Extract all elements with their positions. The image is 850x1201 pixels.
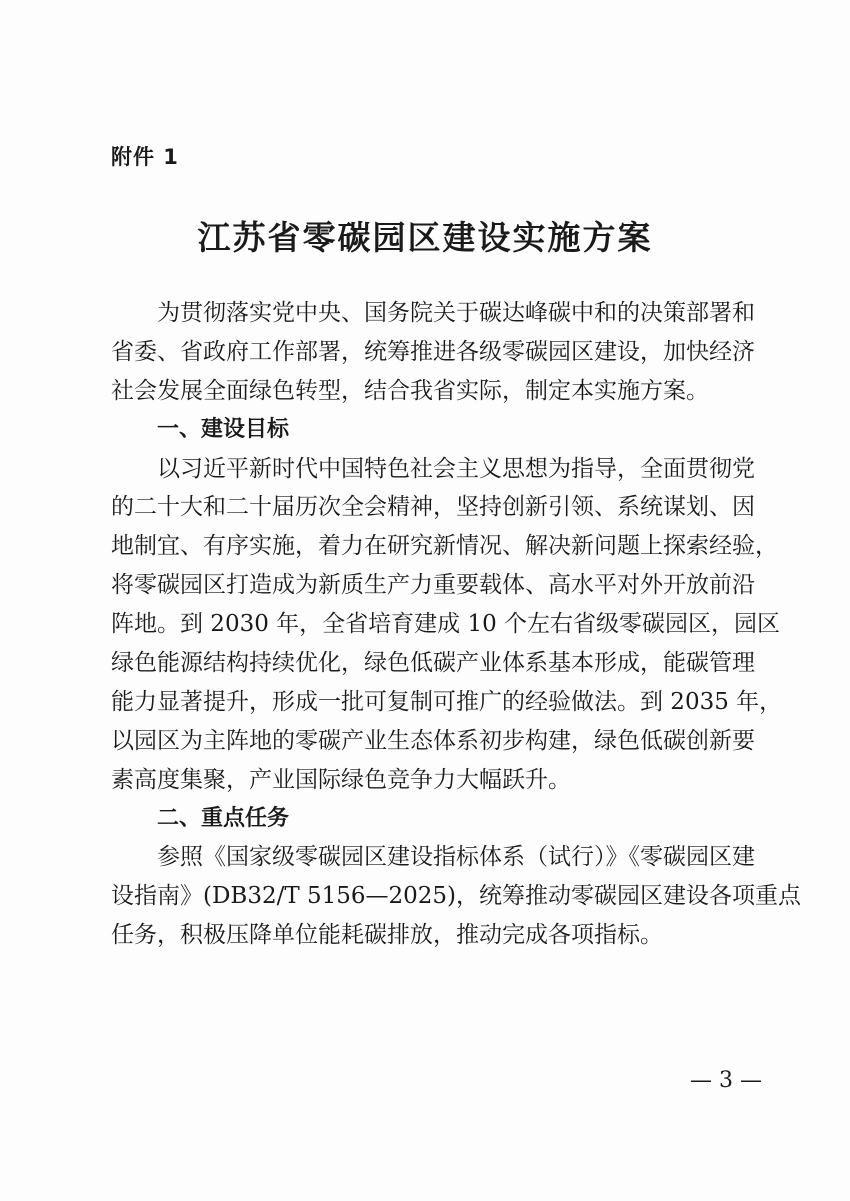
paragraph-line: 地制宜、有序实施，着力在研究新情况、解决新问题上探索经验， [111, 533, 778, 560]
paragraph-line: 以园区为主阵地的零碳产业生态体系初步构建，绿色低碳创新要 [111, 727, 755, 754]
intro-line: 为贯彻落实党中央、国务院关于碳达峰碳中和的决策部署和 [157, 300, 755, 326]
paragraph-line: 设指南》(DB32/T 5156—2025)，统筹推动零碳园区建设各项重点 [111, 883, 802, 910]
section-heading-goals: 一、建设目标 [157, 416, 290, 442]
paragraph-line: 的二十大和二十届历次全会精神，坚持创新引领、系统谋划、因 [111, 494, 755, 521]
paragraph-line: 阵地。到 2030 年，全省培育建成 10 个左右省级零碳园区，园区 [111, 611, 781, 638]
paragraph-line: 参照《国家级零碳园区建设指标体系（试行）》《零碳园区建 [157, 844, 755, 871]
paragraph-line: 任务，积极压降单位能耗碳排放，推动完成各项指标。 [111, 922, 663, 949]
paragraph-line: 将零碳园区打造成为新质生产力重要载体、高水平对外开放前沿 [111, 572, 755, 599]
section-heading-tasks: 二、重点任务 [157, 805, 290, 831]
attachment-label: 附件 1 [111, 145, 179, 169]
page-number: — 3 — [690, 1068, 762, 1093]
document-body [111, 294, 802, 955]
paragraph-line: 素高度集聚，产业国际绿色竞争力大幅跃升。 [111, 766, 571, 793]
paragraph-line: 绿色能源结构持续优化，绿色低碳产业体系基本形成，能碳管理 [111, 650, 755, 677]
paragraph-line: 能力显著提升，形成一批可复制可推广的经验做法。到 2035 年， [111, 688, 783, 715]
document-title: 江苏省零碳园区建设实施方案 [197, 218, 653, 257]
intro-line: 社会发展全面绿色转型，结合我省实际，制定本实施方案。 [111, 377, 709, 404]
intro-line: 省委、省政府工作部署，统筹推进各级零碳园区建设，加快经济 [111, 338, 755, 365]
paragraph-line: 以习近平新时代中国特色社会主义思想为指导，全面贯彻党 [157, 455, 755, 482]
